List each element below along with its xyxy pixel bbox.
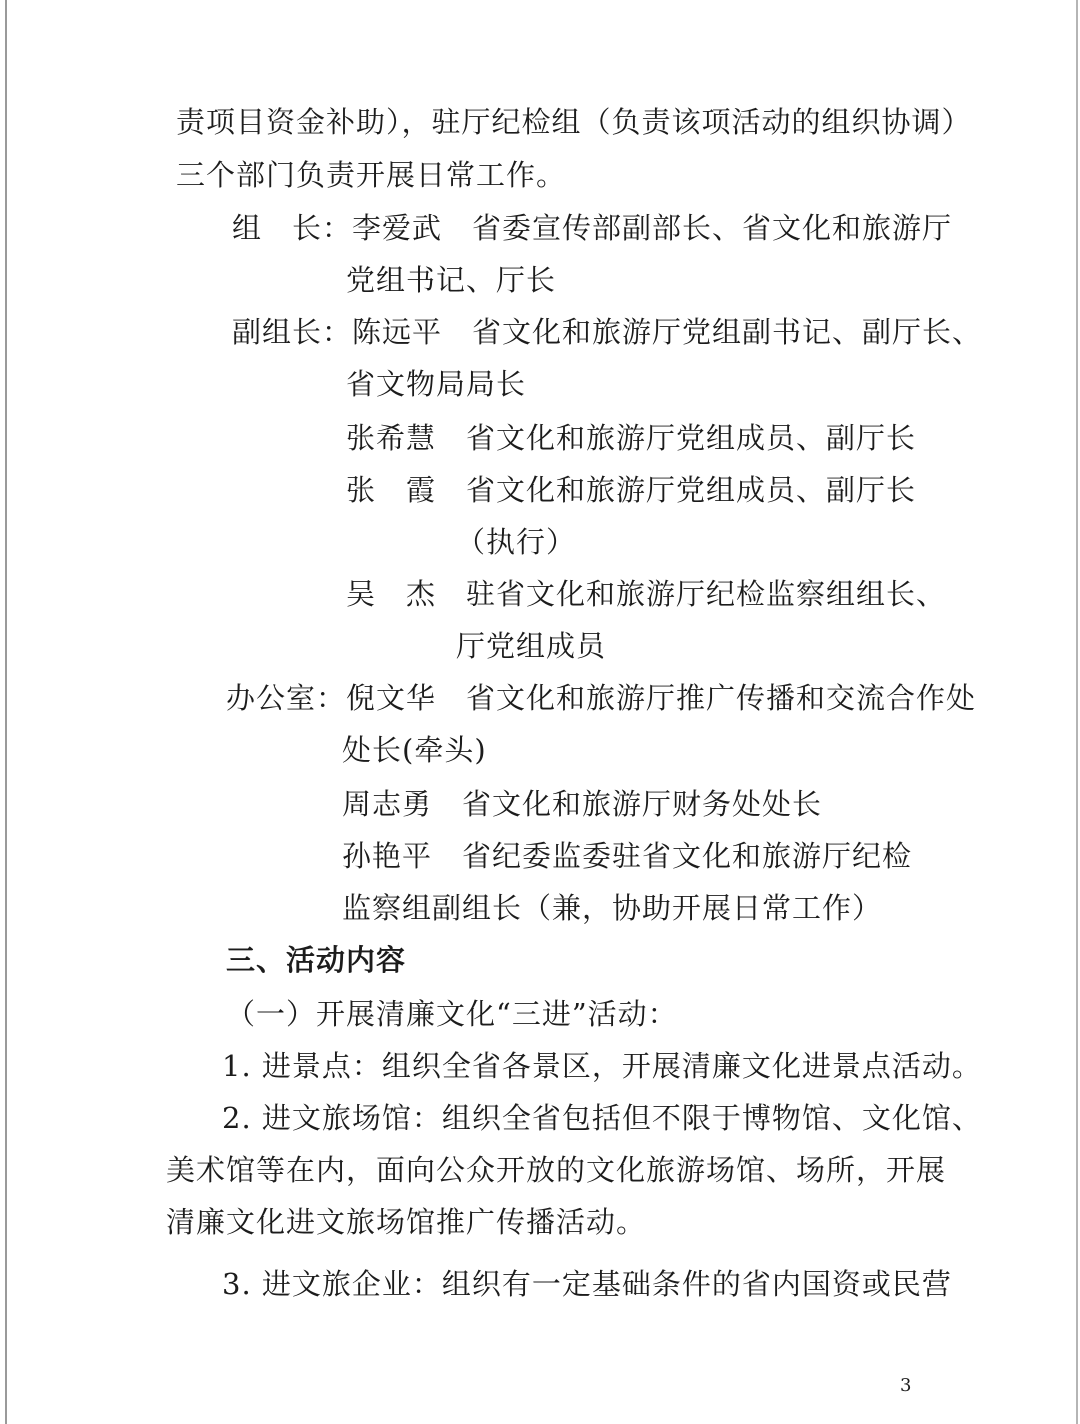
section-heading: 三、活动内容 (226, 943, 407, 977)
list-item-2-continued: 美术馆等在内，面向公众开放的文化旅游场馆、场所，开展 (166, 1153, 947, 1187)
office-entry-2: 周志勇 省文化和旅游厅财务处处长 (342, 787, 823, 821)
paragraph-line-1: 责项目资金补助），驻厅纪检组（负责该项活动的组织协调） (176, 105, 972, 139)
leader-entry-continued: 党组书记、厅长 (346, 263, 557, 297)
deputy-leader-entry-3: 张 霞 省文化和旅游厅党组成员、副厅长 (346, 473, 917, 507)
deputy-leader-entry-4: 吴 杰 驻省文化和旅游厅纪检监察组组长、 (346, 577, 947, 611)
office-entry-3: 孙艳平 省纪委监委驻省文化和旅游厅纪检 (342, 839, 913, 873)
deputy-leader-entry-2: 张希慧 省文化和旅游厅党组成员、副厅长 (346, 421, 917, 455)
list-item-2-continued-2: 清廉文化进文旅场馆推广传播活动。 (166, 1205, 647, 1239)
deputy-leader-entry-1-continued: 省文物局局长 (346, 367, 527, 401)
page-number: 3 (900, 1375, 912, 1396)
leader-entry: 组 长：李爱武 省委宣传部副部长、省文化和旅游厅 (232, 211, 953, 245)
page-right-edge (1076, 0, 1078, 1424)
office-entry-3-continued: 监察组副组长（兼，协助开展日常工作） (342, 891, 883, 925)
list-item-2: 2. 进文旅场馆：组织全省包括但不限于博物馆、文化馆、 (222, 1101, 982, 1135)
deputy-leader-entry-3-continued: （执行） (456, 525, 577, 559)
office-entry-1: 办公室：倪文华 省文化和旅游厅推广传播和交流合作处 (226, 681, 977, 715)
list-item-3: 3. 进文旅企业：组织有一定基础条件的省内国资或民营 (222, 1267, 952, 1301)
office-entry-1-continued: 处长(牵头) (342, 733, 487, 767)
deputy-leader-entry-4-continued: 厅党组成员 (456, 629, 607, 663)
deputy-leader-entry-1: 副组长：陈远平 省文化和旅游厅党组副书记、副厅长、 (232, 315, 983, 349)
list-item-1: 1. 进景点：组织全省各景区，开展清廉文化进景点活动。 (222, 1049, 982, 1083)
subsection-heading: （一）开展清廉文化“三进”活动： (226, 997, 678, 1031)
paragraph-line-2: 三个部门负责开展日常工作。 (176, 158, 567, 192)
page-left-edge (5, 0, 7, 1424)
